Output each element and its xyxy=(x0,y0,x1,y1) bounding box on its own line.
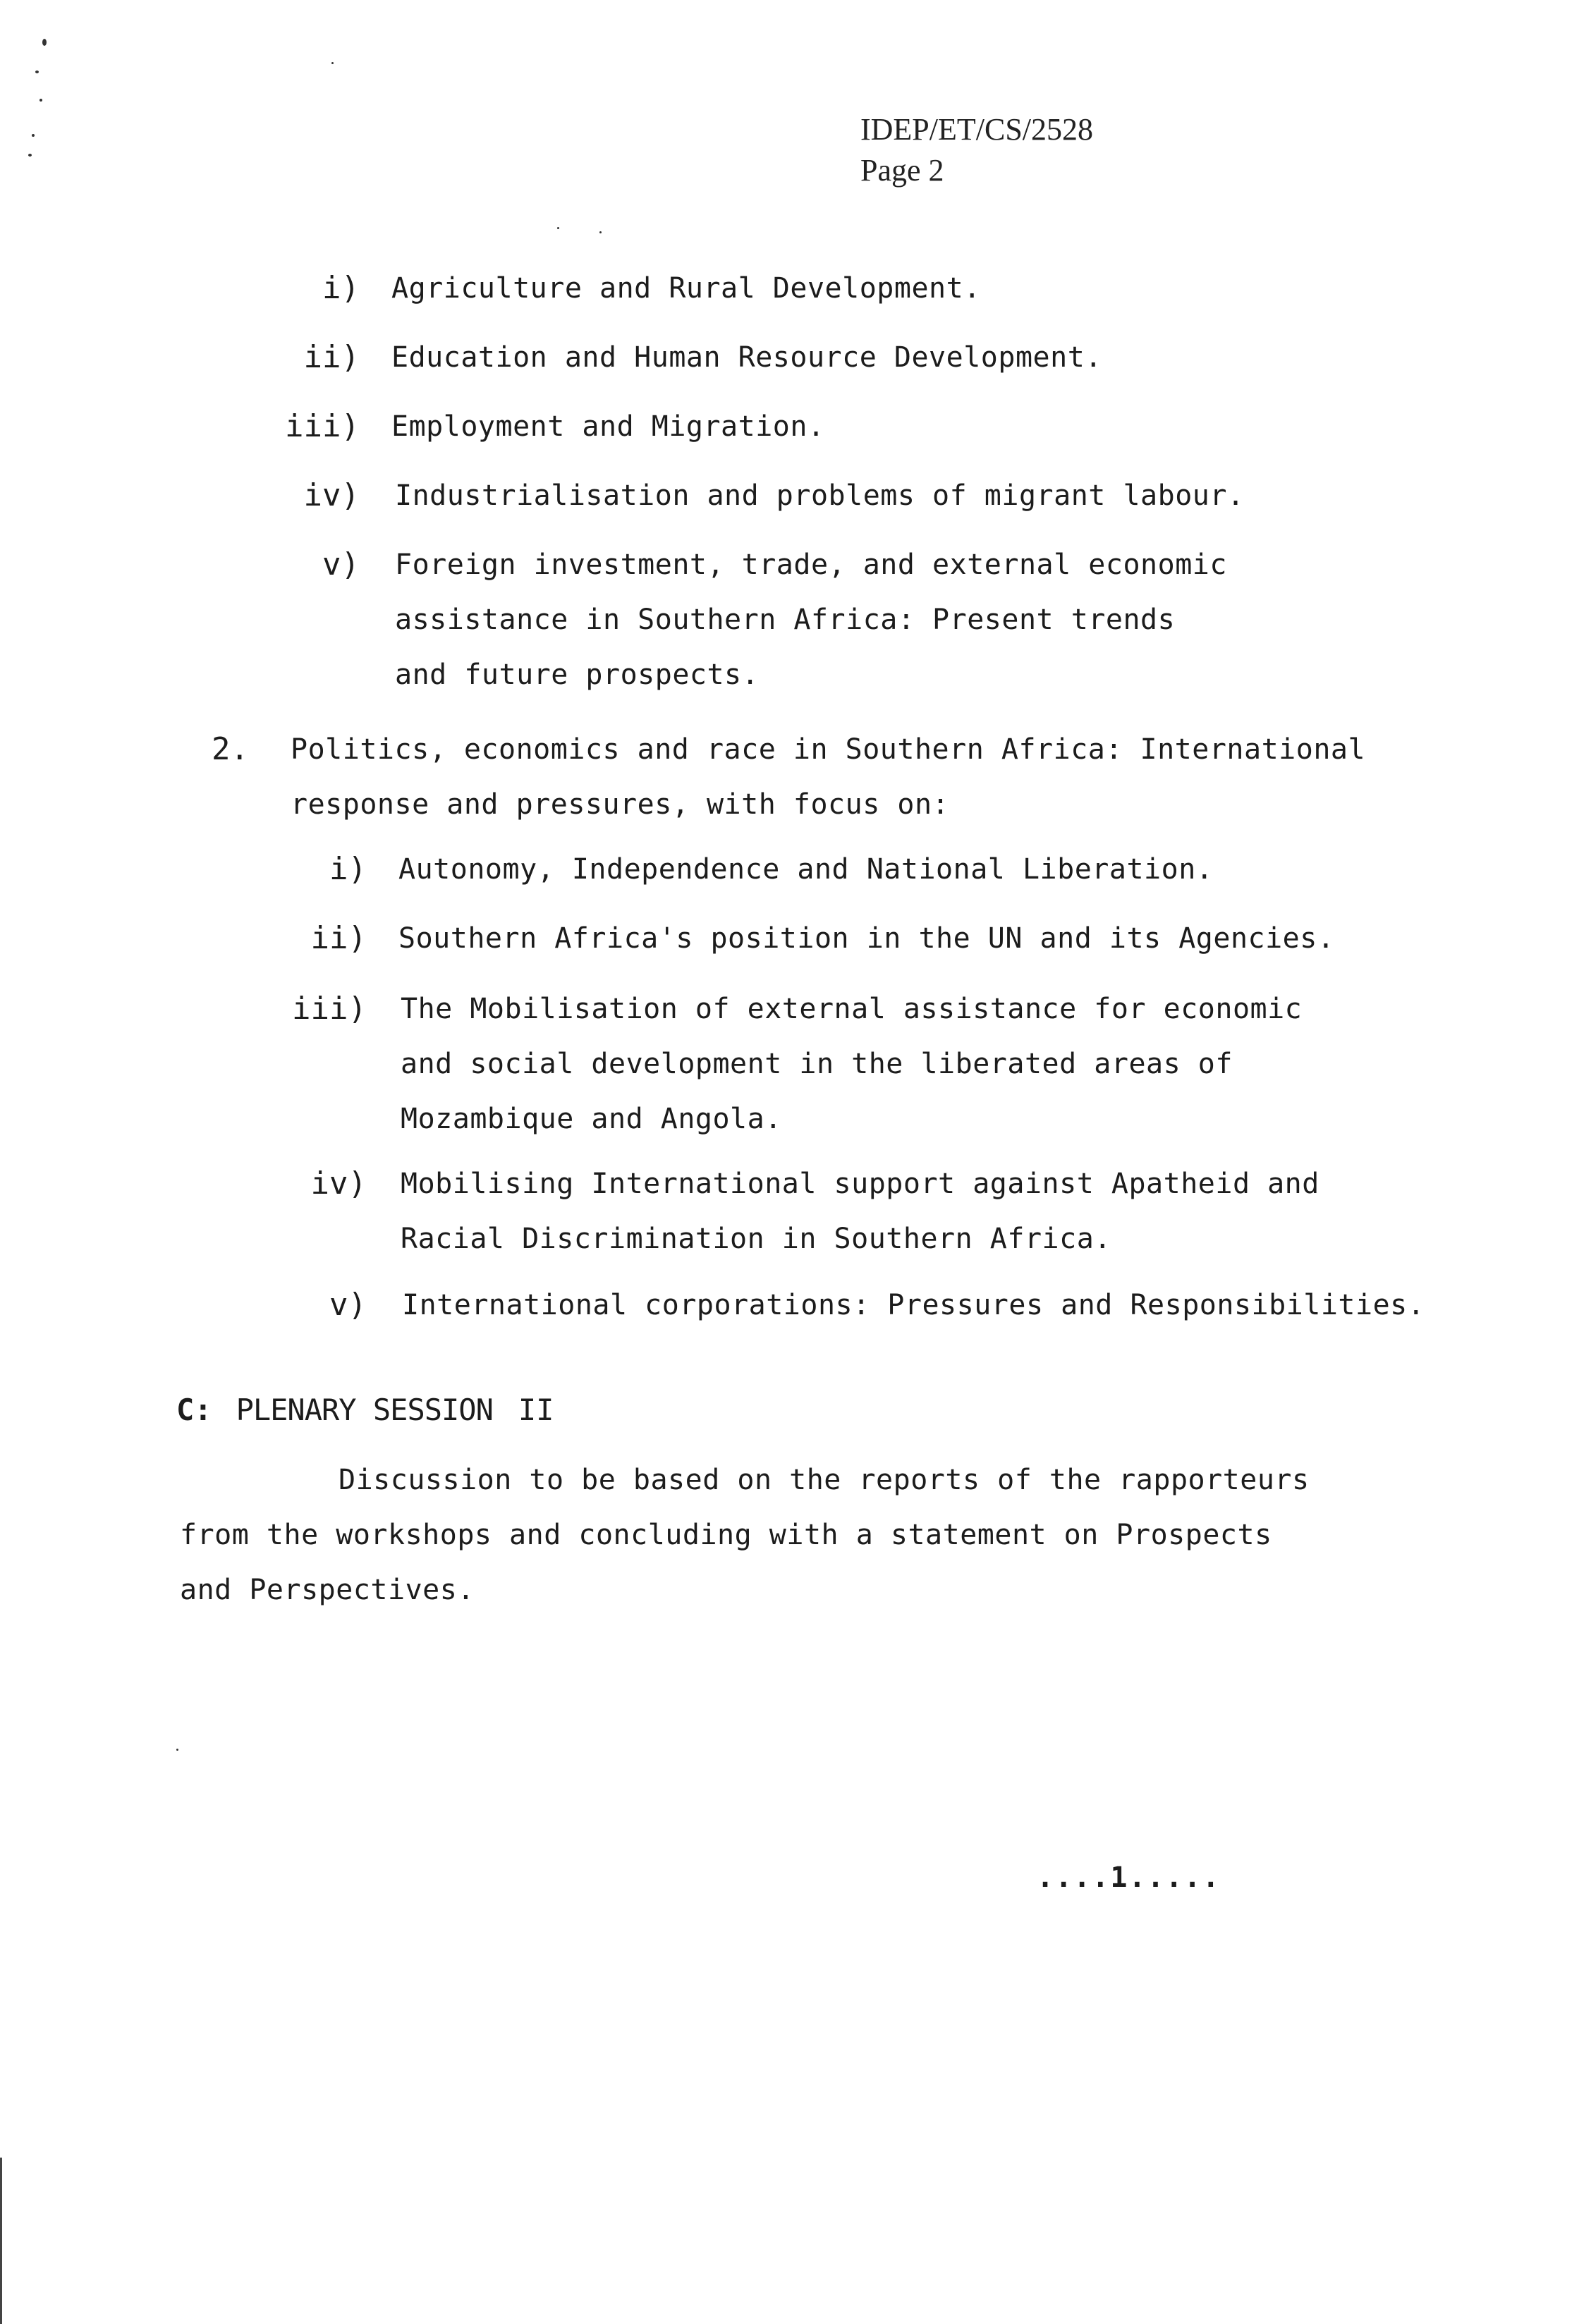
list-item-marker: iv) xyxy=(303,477,360,513)
section-c-numeral: II xyxy=(518,1393,554,1427)
section-c-heading xyxy=(176,1389,554,1431)
scan-speck xyxy=(557,227,559,229)
list-item-text: Autonomy, Independence and National Liberation. xyxy=(398,853,1214,886)
scan-speck xyxy=(599,231,602,233)
list-item-text: International corporations: Pressures and Responsibilities. xyxy=(402,1289,1425,1321)
scan-speck xyxy=(32,134,35,137)
scan-speck xyxy=(28,154,32,157)
section-number: 2. xyxy=(212,731,249,767)
discussion-paragraph: Discussion to be based on the reports of the rapporteurs from the workshops and concluding with a statement on Prospects and Perspectives. xyxy=(180,1464,1310,1606)
list-item-marker: v) xyxy=(329,1287,367,1323)
list-item-marker: i) xyxy=(322,270,360,306)
list-item-marker: iii) xyxy=(285,408,360,444)
document-id: IDEP/ET/CS/2528 xyxy=(860,112,1094,147)
list-item-text: Agriculture and Rural Development. xyxy=(391,272,981,305)
list-item-marker: ii) xyxy=(310,920,367,956)
list-item-marker: iv) xyxy=(310,1166,367,1201)
list-item-text: Education and Human Resource Development. xyxy=(391,341,1102,374)
scan-speck xyxy=(35,71,39,73)
scan-speck xyxy=(39,99,42,102)
list-item-text: Employment and Migration. xyxy=(391,410,825,443)
list-item-text: Mobilising International support against Apatheid and Racial Discrimination in Southern Africa. xyxy=(401,1168,1319,1255)
section-c-marker: C: xyxy=(176,1393,212,1427)
list-item-text: The Mobilisation of external assistance for economic and social development in the liberated areas of Mozambique and Angola. xyxy=(401,993,1303,1135)
list-item-marker: i) xyxy=(329,851,367,887)
scan-speck xyxy=(176,1749,178,1751)
scan-speck xyxy=(42,39,47,46)
list-item-text: Industrialisation and problems of migrant labour. xyxy=(395,479,1245,512)
list-item-marker: ii) xyxy=(303,339,360,375)
scan-speck xyxy=(331,62,334,64)
list-item-marker: v) xyxy=(322,546,360,582)
section-c-title: PLENARY SESSION xyxy=(236,1393,493,1427)
document-reference xyxy=(860,109,1093,191)
scan-edge-mark xyxy=(0,2158,2,2324)
list-item-text: Foreign investment, trade, and external economic assistance in Southern Africa: Present trends and future prospects. xyxy=(395,549,1227,691)
continuation-marker: ....1..... xyxy=(1037,1861,1221,1894)
page-number: Page 2 xyxy=(860,153,944,188)
list-item-text: Southern Africa's position in the UN and its Agencies. xyxy=(398,922,1335,955)
list-item-marker: iii) xyxy=(292,991,367,1027)
section-heading-text: Politics, economics and race in Southern Africa: International response and pressures, with focus on: xyxy=(291,733,1366,821)
